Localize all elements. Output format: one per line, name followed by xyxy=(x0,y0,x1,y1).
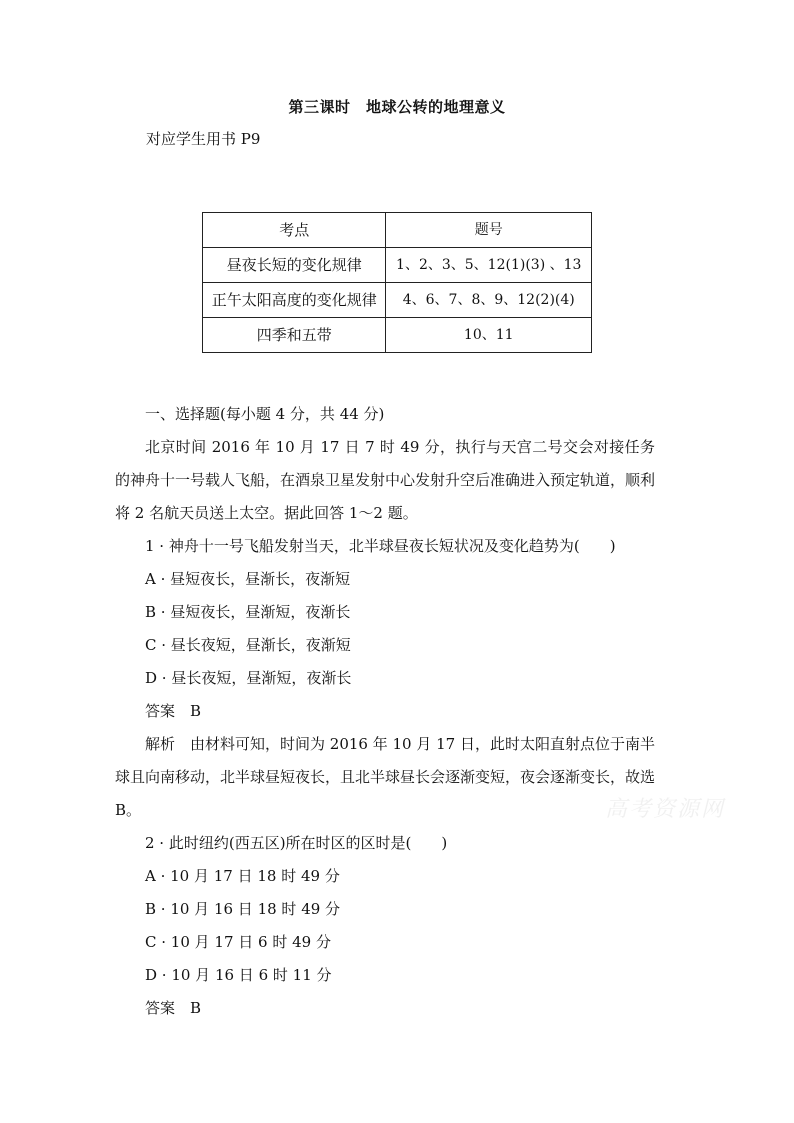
material-paragraph: 北京时间 2016 年 10 月 17 日 7 时 49 分，执行与天宫二号交会对接任务的神舟十一号载人飞船，在酒泉卫星发射中心发射升空后准确进入预定轨道，顺利将 2 名航天员送上太空。据此回答 1～2 题。 xyxy=(115,438,656,522)
table-cell: 1、2、3、5、12(1)(3) 、13 xyxy=(386,248,592,283)
book-reference: 对应学生用书 P9 xyxy=(146,130,261,148)
table-cell: 四季和五带 xyxy=(203,318,386,353)
table-cell: 正午太阳高度的变化规律 xyxy=(203,283,386,318)
table-cell: 10、11 xyxy=(386,318,592,353)
table-header-row xyxy=(203,213,592,248)
option-d: D · 10 月 16 日 6 时 11 分 xyxy=(145,966,332,984)
option-c: C · 10 月 17 日 6 时 49 分 xyxy=(145,933,331,951)
table-header-cell: 题号 xyxy=(386,213,592,248)
option-d: D · 昼长夜短，昼渐短，夜渐长 xyxy=(145,669,352,687)
answer: 答案 B xyxy=(145,702,202,720)
table-row xyxy=(203,283,592,318)
analysis-paragraph: 解析 由材料可知，时间为 2016 年 10 月 17 日，此时太阳直射点位于南半球且向南移动，北半球昼短夜长，且北半球昼长会逐渐变短，夜会逐渐变长，故选 B。 xyxy=(115,735,656,819)
knowledge-point-table xyxy=(202,212,592,353)
table-cell: 昼夜长短的变化规律 xyxy=(203,248,386,283)
option-c: C · 昼长夜短，昼渐长，夜渐短 xyxy=(145,636,351,654)
option-a: A · 昼短夜长，昼渐长，夜渐短 xyxy=(145,570,351,588)
question-stem: 1 · 神舟十一号飞船发射当天，北半球昼夜长短状况及变化趋势为( ) xyxy=(145,537,616,555)
table-header-cell: 考点 xyxy=(203,213,386,248)
option-a: A · 10 月 17 日 18 时 49 分 xyxy=(145,867,340,885)
table-row xyxy=(203,248,592,283)
option-b: B · 10 月 16 日 18 时 49 分 xyxy=(145,900,341,918)
page-title: 第三课时 地球公转的地理意义 xyxy=(288,98,506,116)
question-stem: 2 · 此时纽约(西五区)所在时区的区时是( ) xyxy=(145,834,448,852)
option-b: B · 昼短夜长，昼渐短，夜渐长 xyxy=(145,603,351,621)
question-section xyxy=(115,398,655,1025)
section-heading: 一、选择题(每小题 4 分，共 44 分) xyxy=(145,405,385,423)
table-row xyxy=(203,318,592,353)
table-cell: 4、6、7、8、9、12(2)(4) xyxy=(386,283,592,318)
watermark: 高考资源网 xyxy=(605,797,726,822)
answer: 答案 B xyxy=(145,999,202,1017)
